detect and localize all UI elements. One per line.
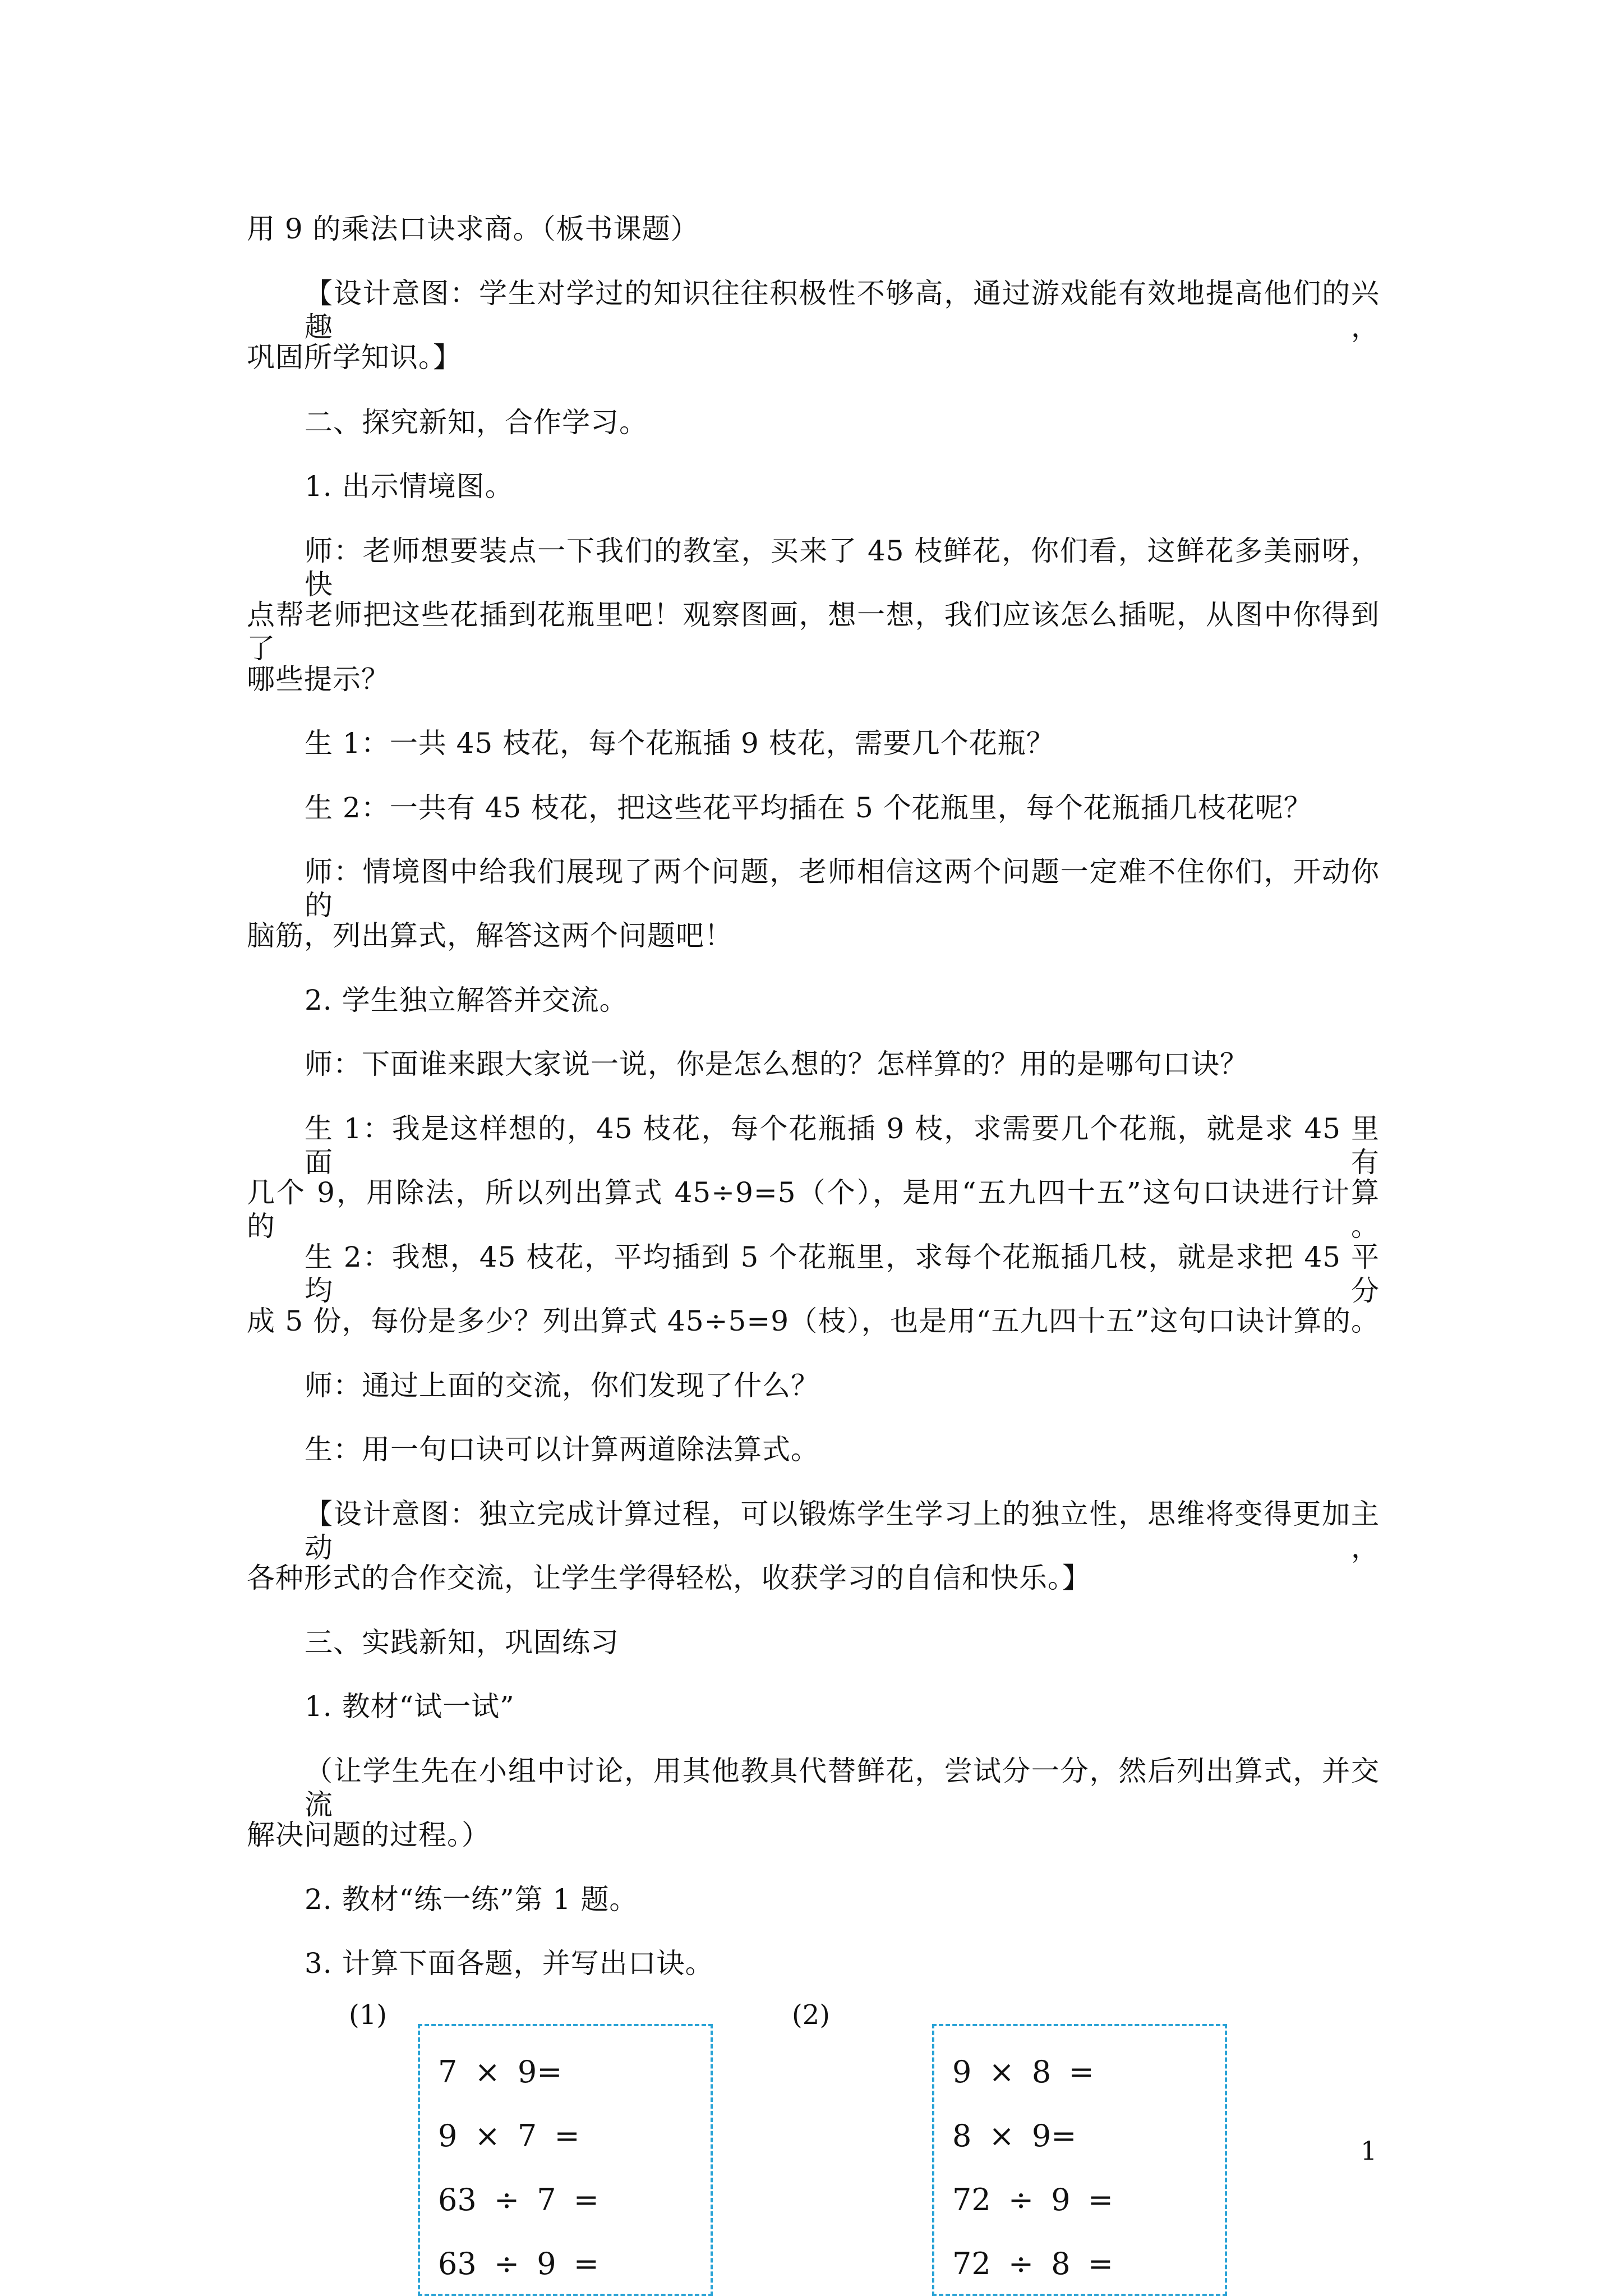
design-intent-line: 巩固所学知识。】 (247, 341, 462, 374)
step-heading: 1. 教材“试一试” (305, 1690, 515, 1723)
paragraph-line: 解决问题的过程。） (247, 1819, 490, 1851)
step-heading: 2. 教材“练一练”第 1 题。 (305, 1883, 638, 1916)
equation: 72 ÷ 8 = (952, 2246, 1114, 2281)
equation: 9 × 8 = (952, 2054, 1094, 2090)
paragraph-line: 生 1：一共 45 枝花，每个花瓶插 9 枝花，需要几个花瓶？ (305, 727, 1055, 760)
paragraph-line: 生：用一句口诀可以计算两道除法算式。 (305, 1433, 819, 1466)
paragraph-line: 师：通过上面的交流，你们发现了什么？ (305, 1369, 819, 1402)
paragraph-line: 师：情境图中给我们展现了两个问题，老师相信这两个问题一定难不住你们，开动你的 (305, 855, 1380, 922)
paragraph-line: 生 1：我是这样想的，45 枝花，每个花瓶插 9 枝，求需要几个花瓶，就是求 45 里面有 (305, 1112, 1380, 1179)
paragraph-line: 生 2：我想，45 枝花，平均插到 5 个花瓶里，求每个花瓶插几枝，就是求把 45 平均分 (305, 1241, 1380, 1307)
paragraph-line: 哪些提示？ (247, 663, 390, 696)
paragraph-line: 成 5 份，每份是多少？列出算式 45÷5=9（枝），也是用“五九四十五”这句口诀计算的。 (247, 1305, 1380, 1337)
paragraph-line: 脑筋，列出算式，解答这两个问题吧！ (247, 919, 733, 952)
exercise-label-2: (2) (792, 1999, 830, 2031)
equation: 63 ÷ 7 = (438, 2182, 600, 2217)
paragraph-line: 生 2：一共有 45 枝花，把这些花平均插在 5 个花瓶里，每个花瓶插几枝花呢？ (305, 792, 1312, 824)
paragraph-line: 师：老师想要装点一下我们的教室，买来了 45 枝鲜花，你们看，这鲜花多美丽呀，快 (305, 535, 1380, 601)
step-heading: 3. 计算下面各题，并写出口诀。 (305, 1947, 714, 1980)
design-intent-line: 各种形式的合作交流，让学生学得轻松，收获学习的自信和快乐。】 (247, 1562, 1091, 1594)
equation: 63 ÷ 9 = (438, 2246, 600, 2281)
equation: 72 ÷ 9 = (952, 2182, 1114, 2217)
exercise-box-2 (932, 2024, 1227, 2296)
paragraph-line: 几个 9，用除法，所以列出算式 45÷9=5（个），是用“五九四十五”这句口诀进行计算的。 (247, 1176, 1380, 1243)
design-intent-line: 【设计意图：学生对学过的知识往往积极性不够高，通过游戏能有效地提高他们的兴趣， (305, 277, 1380, 343)
exercise-box-1 (418, 2024, 713, 2296)
paragraph-line: 用 9 的乘法口诀求商。（板书课题） (247, 213, 699, 245)
step-heading: 2. 学生独立解答并交流。 (305, 984, 628, 1016)
design-intent-line: 【设计意图：独立完成计算过程，可以锻炼学生学习上的独立性，思维将变得更加主动， (305, 1498, 1380, 1564)
step-heading: 1. 出示情境图。 (305, 470, 514, 503)
equation: 9 × 7 = (438, 2118, 580, 2154)
exercise-label-1: (1) (349, 1999, 387, 2031)
equation: 8 × 9= (952, 2118, 1077, 2154)
section-heading: 三、实践新知，巩固练习 (305, 1626, 619, 1659)
paragraph-line: 师：下面谁来跟大家说一说，你是怎么想的？怎样算的？用的是哪句口诀？ (305, 1048, 1248, 1080)
section-heading: 二、探究新知，合作学习。 (305, 406, 648, 439)
paragraph-line: （让学生先在小组中讨论，用其他教具代替鲜花，尝试分一分，然后列出算式，并交流 (305, 1755, 1380, 1821)
paragraph-line: 点帮老师把这些花插到花瓶里吧！观察图画，想一想，我们应该怎么插呢，从图中你得到了 (247, 599, 1380, 665)
equation: 7 × 9= (438, 2054, 562, 2090)
page-number: 1 (1361, 2136, 1377, 2166)
